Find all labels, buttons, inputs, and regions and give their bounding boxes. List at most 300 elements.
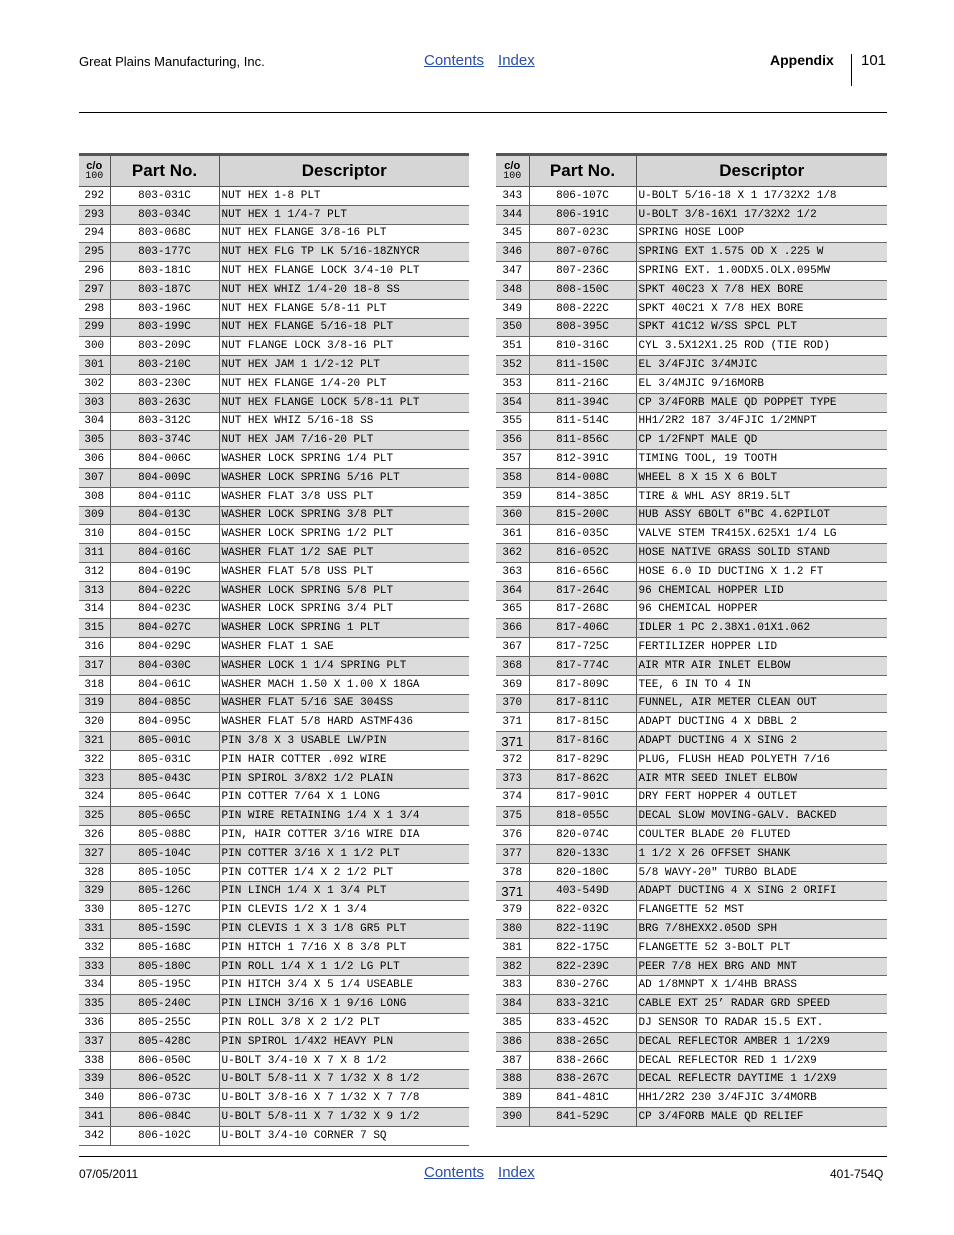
part-number: 805-240C [110,995,219,1014]
part-descriptor: WASHER FLAT 5/16 SAE 304SS [219,694,469,713]
table-row [79,844,469,863]
table-row [79,1032,469,1051]
table-row [496,1089,887,1108]
part-descriptor: NUT HEX JAM 1 1/2-12 PLT [219,356,469,375]
table-row [79,1051,469,1070]
part-number: 816-052C [529,544,636,563]
co-number: 310 [79,525,110,544]
co-number: 309 [79,506,110,525]
co-number: 306 [79,450,110,469]
part-number: 818-055C [529,807,636,826]
co-number: 295 [79,243,110,262]
section-title: Appendix [770,52,834,68]
table-row [79,807,469,826]
table-row [496,581,887,600]
co-number: 299 [79,318,110,337]
part-number: 820-180C [529,863,636,882]
part-descriptor: WASHER FLAT 5/8 HARD ASTMF436 [219,713,469,732]
part-descriptor: PIN WIRE RETAINING 1/4 X 1 3/4 [219,807,469,826]
co-number: 350 [496,318,529,337]
table-row [496,224,887,243]
part-number: 804-085C [110,694,219,713]
co-number: 319 [79,694,110,713]
part-descriptor: NUT HEX FLANGE 1/4-20 PLT [219,374,469,393]
part-number: 803-210C [110,356,219,375]
table-row [79,882,469,901]
part-number: 805-104C [110,844,219,863]
part-number: 803-196C [110,299,219,318]
part-number: 803-312C [110,412,219,431]
part-number: 803-177C [110,243,219,262]
part-number: 804-023C [110,600,219,619]
co-number: 335 [79,995,110,1014]
co-number: 324 [79,788,110,807]
co-number: 297 [79,280,110,299]
co-number: 384 [496,995,529,1014]
part-number: 804-061C [110,675,219,694]
part-number: 814-008C [529,468,636,487]
co-number: 336 [79,1014,110,1033]
table-header-row [79,155,469,187]
part-descriptor: NUT HEX WHIZ 1/4-20 18-8 SS [219,280,469,299]
table-row [496,468,887,487]
part-descriptor: DECAL REFLECTOR AMBER 1 1/2X9 [636,1032,887,1051]
table-row [496,882,887,901]
part-descriptor: SPKT 40C21 X 7/8 HEX BORE [636,299,887,318]
part-descriptor: WASHER LOCK 1 1/4 SPRING PLT [219,656,469,675]
part-number: 817-268C [529,600,636,619]
part-number: 817-816C [529,732,636,751]
part-descriptor: WASHER MACH 1.50 X 1.00 X 18GA [219,675,469,694]
co-number: 292 [79,187,110,206]
part-descriptor: NUT HEX JAM 7/16-20 PLT [219,431,469,450]
part-number: 805-105C [110,863,219,882]
co-number: 322 [79,750,110,769]
co-number: 361 [496,525,529,544]
table-row [79,694,469,713]
part-number: 817-725C [529,638,636,657]
part-number: 841-529C [529,1108,636,1127]
co-number: 388 [496,1070,529,1089]
table-row [496,938,887,957]
part-descriptor: IDLER 1 PC 2.38X1.01X1.062 [636,619,887,638]
part-number: 805-159C [110,920,219,939]
part-number: 805-428C [110,1032,219,1051]
co-number: 374 [496,788,529,807]
part-number: 806-107C [529,187,636,206]
part-descriptor: DECAL REFLECTR DAYTIME 1 1/2X9 [636,1070,887,1089]
part-descriptor: PIN COTTER 1/4 X 2 1/2 PLT [219,863,469,882]
part-descriptor: ADAPT DUCTING 4 X DBBL 2 [636,713,887,732]
part-number: 804-019C [110,562,219,581]
co-number: 385 [496,1014,529,1033]
co-number: 293 [79,205,110,224]
part-number: 807-236C [529,262,636,281]
part-descriptor: U-BOLT 5/8-11 X 7 1/32 X 8 1/2 [219,1070,469,1089]
co-number: 318 [79,675,110,694]
table-row [496,487,887,506]
co-number: 321 [79,732,110,751]
part-descriptor: CP 3/4FORB MALE QD POPPET TYPE [636,393,887,412]
part-number: 808-150C [529,280,636,299]
part-descriptor: 1 1/2 X 26 OFFSET SHANK [636,844,887,863]
co-number: 371 [496,732,529,751]
part-descriptor: PIN ROLL 3/8 X 2 1/2 PLT [219,1014,469,1033]
part-descriptor: AIR MTR SEED INLET ELBOW [636,769,887,788]
table-row [79,920,469,939]
co-number: 368 [496,656,529,675]
table-row [496,788,887,807]
part-descriptor: CP 1/2FNPT MALE QD [636,431,887,450]
part-descriptor: NUT HEX 1-8 PLT [219,187,469,206]
parts-table-left [79,153,469,1146]
part-descriptor: FERTILIZER HOPPER LID [636,638,887,657]
table-row [496,299,887,318]
table-row [496,506,887,525]
part-descriptor: BRG 7/8HEXX2.05OD SPH [636,920,887,939]
part-number: 804-030C [110,656,219,675]
part-number: 811-150C [529,356,636,375]
part-number: 806-050C [110,1051,219,1070]
table-row [496,431,887,450]
co-number: 347 [496,262,529,281]
table-row [496,732,887,751]
col-header-co: c/o 100 [496,155,529,187]
part-descriptor: HOSE 6.0 ID DUCTING X 1.2 FT [636,562,887,581]
table-row [496,769,887,788]
part-number: 841-481C [529,1089,636,1108]
table-row [79,468,469,487]
co-number: 342 [79,1126,110,1145]
co-number: 375 [496,807,529,826]
part-number: 820-133C [529,844,636,863]
table-row [496,525,887,544]
co-number: 333 [79,957,110,976]
part-number: 804-027C [110,619,219,638]
part-number: 805-195C [110,976,219,995]
part-number: 814-385C [529,487,636,506]
part-descriptor: WASHER FLAT 1/2 SAE PLT [219,544,469,563]
part-descriptor: NUT HEX FLANGE 3/8-16 PLT [219,224,469,243]
part-number: 807-076C [529,243,636,262]
co-number: 326 [79,826,110,845]
table-row [496,243,887,262]
table-row [496,1108,887,1127]
table-row [79,732,469,751]
part-descriptor: TEE, 6 IN TO 4 IN [636,675,887,694]
part-descriptor: PIN HITCH 3/4 X 5 1/4 USEABLE [219,976,469,995]
table-row [79,450,469,469]
co-number: 360 [496,506,529,525]
part-number: 803-209C [110,337,219,356]
part-number: 805-088C [110,826,219,845]
table-row [496,807,887,826]
part-descriptor: U-BOLT 3/4-10 X 7 X 8 1/2 [219,1051,469,1070]
part-descriptor: NUT HEX 1 1/4-7 PLT [219,205,469,224]
table-header-row [496,155,887,187]
co-number: 380 [496,920,529,939]
index-link[interactable]: Index [498,52,535,69]
co-number: 357 [496,450,529,469]
co-number: 298 [79,299,110,318]
part-descriptor: ADAPT DUCTING 4 X SING 2 ORIFI [636,882,887,901]
part-descriptor: PIN CLEVIS 1 X 3 1/8 GR5 PLT [219,920,469,939]
co-number: 365 [496,600,529,619]
part-number: 803-374C [110,431,219,450]
co-number: 301 [79,356,110,375]
part-number: 804-095C [110,713,219,732]
table-row [79,262,469,281]
part-number: 806-102C [110,1126,219,1145]
table-row [79,224,469,243]
part-descriptor: EL 3/4MJIC 9/16MORB [636,374,887,393]
part-number: 805-065C [110,807,219,826]
co-number: 294 [79,224,110,243]
co-number: 323 [79,769,110,788]
co-number: 363 [496,562,529,581]
col-header-part-no: Part No. [529,155,636,187]
table-row [79,1126,469,1145]
part-number: 804-022C [110,581,219,600]
contents-link[interactable]: Contents [424,1164,485,1181]
co-number: 308 [79,487,110,506]
part-number: 804-029C [110,638,219,657]
part-number: 806-073C [110,1089,219,1108]
table-row [79,619,469,638]
co-number: 349 [496,299,529,318]
page-number: 101 [861,52,887,69]
table-row [79,713,469,732]
table-row [79,788,469,807]
co-number: 387 [496,1051,529,1070]
part-number: 805-180C [110,957,219,976]
part-number: 807-023C [529,224,636,243]
table-row [496,318,887,337]
co-number: 364 [496,581,529,600]
part-number: 817-901C [529,788,636,807]
part-descriptor: DECAL REFLECTOR RED 1 1/2X9 [636,1051,887,1070]
table-row [496,356,887,375]
co-number: 355 [496,412,529,431]
part-number: 811-394C [529,393,636,412]
table-row [496,995,887,1014]
co-number: 296 [79,262,110,281]
part-number: 806-052C [110,1070,219,1089]
part-descriptor: FLANGETTE 52 3-BOLT PLT [636,938,887,957]
part-descriptor: U-BOLT 3/8-16X1 17/32X2 1/2 [636,205,887,224]
co-number: 353 [496,374,529,393]
co-number: 377 [496,844,529,863]
part-descriptor: WHEEL 8 X 15 X 6 BOLT [636,468,887,487]
table-row [496,976,887,995]
co-number: 381 [496,938,529,957]
part-number: 808-222C [529,299,636,318]
table-row [496,826,887,845]
part-number: 838-267C [529,1070,636,1089]
table-row [496,619,887,638]
part-number: 817-406C [529,619,636,638]
part-descriptor: WASHER LOCK SPRING 1/2 PLT [219,525,469,544]
header-nav [424,52,535,69]
co-number: 327 [79,844,110,863]
co-number: 340 [79,1089,110,1108]
part-descriptor: NUT HEX FLANGE 5/16-18 PLT [219,318,469,337]
co-number: 311 [79,544,110,563]
co-number: 300 [79,337,110,356]
part-number: 803-199C [110,318,219,337]
table-row [79,1014,469,1033]
table-row [79,299,469,318]
part-descriptor: SPRING EXT 1.575 OD X .225 W [636,243,887,262]
part-descriptor: TIRE & WHL ASY 8R19.5LT [636,487,887,506]
part-number: 838-266C [529,1051,636,1070]
part-number: 805-255C [110,1014,219,1033]
co-number: 382 [496,957,529,976]
table-row [496,280,887,299]
part-number: 817-815C [529,713,636,732]
table-row [79,769,469,788]
company-name: Great Plains Manufacturing, Inc. [79,54,265,69]
table-row [79,506,469,525]
co-number: 325 [79,807,110,826]
table-row [496,957,887,976]
co-number: 372 [496,750,529,769]
header-rule [79,112,887,113]
co-number: 390 [496,1108,529,1127]
contents-link[interactable]: Contents [424,52,485,69]
part-number: 803-187C [110,280,219,299]
table-row [79,901,469,920]
co-number: 373 [496,769,529,788]
part-number: 817-862C [529,769,636,788]
part-number: 804-016C [110,544,219,563]
part-number: 822-175C [529,938,636,957]
part-number: 803-031C [110,187,219,206]
part-descriptor: PIN COTTER 3/16 X 1 1/2 PLT [219,844,469,863]
co-number: 334 [79,976,110,995]
part-descriptor: DJ SENSOR TO RADAR 15.5 EXT. [636,1014,887,1033]
table-row [79,826,469,845]
table-row [79,243,469,262]
part-descriptor: CP 3/4FORB MALE QD RELIEF [636,1108,887,1127]
table-row [496,694,887,713]
footer-date: 07/05/2011 [79,1167,139,1181]
part-number: 808-395C [529,318,636,337]
part-descriptor: DRY FERT HOPPER 4 OUTLET [636,788,887,807]
table-row [79,205,469,224]
co-number: 331 [79,920,110,939]
co-number: 362 [496,544,529,563]
col-header-part-no: Part No. [110,155,219,187]
part-descriptor: EL 3/4FJIC 3/4MJIC [636,356,887,375]
part-descriptor: WASHER LOCK SPRING 3/8 PLT [219,506,469,525]
part-number: 805-001C [110,732,219,751]
part-descriptor: FLANGETTE 52 MST [636,901,887,920]
table-row [79,750,469,769]
part-descriptor: U-BOLT 5/8-11 X 7 1/32 X 9 1/2 [219,1108,469,1127]
table-row [79,938,469,957]
part-descriptor: PIN LINCH 1/4 X 1 3/4 PLT [219,882,469,901]
part-number: 816-656C [529,562,636,581]
co-number: 330 [79,901,110,920]
part-descriptor: HUB ASSY 6BOLT 6"BC 4.62PILOT [636,506,887,525]
table-row [79,562,469,581]
co-number: 354 [496,393,529,412]
part-number: 811-216C [529,374,636,393]
co-number: 339 [79,1070,110,1089]
part-descriptor: CYL 3.5X12X1.25 ROD (TIE ROD) [636,337,887,356]
table-row [496,1051,887,1070]
co-number: 371 [496,713,529,732]
co-number: 352 [496,356,529,375]
table-row [79,374,469,393]
co-number: 370 [496,694,529,713]
part-descriptor: NUT HEX WHIZ 5/16-18 SS [219,412,469,431]
co-number: 332 [79,938,110,957]
part-descriptor: PIN 3/8 X 3 USABLE LW/PIN [219,732,469,751]
table-row [496,638,887,657]
table-row [496,1032,887,1051]
part-number: 833-321C [529,995,636,1014]
co-number: 343 [496,187,529,206]
co-number: 328 [79,863,110,882]
co-number: 371 [496,882,529,901]
part-descriptor: ADAPT DUCTING 4 X SING 2 [636,732,887,751]
co-number: 314 [79,600,110,619]
co-number: 338 [79,1051,110,1070]
part-number: 805-168C [110,938,219,957]
part-number: 803-181C [110,262,219,281]
part-descriptor: DECAL SLOW MOVING-GALV. BACKED [636,807,887,826]
table-row [79,600,469,619]
part-number: 805-126C [110,882,219,901]
header-divider [851,54,852,86]
col-header-co: c/o 100 [79,155,110,187]
index-link[interactable]: Index [498,1164,535,1181]
table-row [496,844,887,863]
table-row [79,581,469,600]
part-number: 830-276C [529,976,636,995]
part-descriptor: SPKT 41C12 W/SS SPCL PLT [636,318,887,337]
co-number: 366 [496,619,529,638]
parts-table-right [496,153,887,1127]
table-row [496,393,887,412]
part-descriptor: U-BOLT 3/4-10 CORNER 7 SQ [219,1126,469,1145]
part-number: 822-119C [529,920,636,939]
part-number: 805-127C [110,901,219,920]
table-row [496,450,887,469]
part-descriptor: CABLE EXT 25’ RADAR GRD SPEED [636,995,887,1014]
part-number: 811-514C [529,412,636,431]
part-number: 806-191C [529,205,636,224]
table-row [79,187,469,206]
part-number: 804-009C [110,468,219,487]
part-number: 804-013C [110,506,219,525]
part-number: 803-230C [110,374,219,393]
table-row [79,1089,469,1108]
part-descriptor: WASHER LOCK SPRING 5/16 PLT [219,468,469,487]
part-number: 803-034C [110,205,219,224]
table-row [79,337,469,356]
col-header-descriptor: Descriptor [219,155,469,187]
table-row [79,393,469,412]
part-number: 817-774C [529,656,636,675]
co-number: 386 [496,1032,529,1051]
part-number: 816-035C [529,525,636,544]
table-row [79,675,469,694]
table-row [496,1070,887,1089]
table-row [496,863,887,882]
